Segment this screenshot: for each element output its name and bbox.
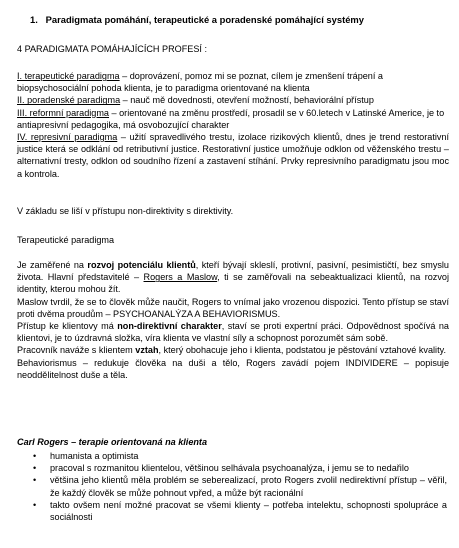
paradigm-item xyxy=(17,131,449,180)
paradigm-name: III. reformní paradigma xyxy=(17,107,109,118)
paradigm-text: – užití spravedlivého trestu, izolace rizikových klientů, dnes je trend restorativní justice která se odklání od retributivní justice. Restorativní justice umožňuje odklon od věženského trestu – alternativní tresty, odklon od soudního řízení a zastavení stíhání. Prvky represivního paradigmatu jsou moc a kontrola. xyxy=(17,132,449,179)
list-item: • většina jeho klientů měla problém se seberealizací, proto Rogers zvolil nedirektivní přístup – věřil, že každý člověk se může pohnout vpřed, a může být racionální xyxy=(33,475,447,498)
paragraph: Behaviorismus – redukuje člověka na duši a tělo, Rogers zavádí pojem INDIVIDERE – popisuje neoddělitelnost duše a těla. xyxy=(17,357,449,380)
paradigm-name: I. terapeutické paradigma xyxy=(17,71,120,81)
paradigm-item xyxy=(17,94,449,106)
paragraph: Přístup ke klientovy má non-direktivní charakter, staví se proti expertní práci. Odpovědnost spočívá na klientovi, je to úzdravná složka, víra klienta ve vlastní síly a schopnost porozumět sám sobě. xyxy=(17,321,449,344)
rogers-title: Carl Rogers – terapie orientovaná na klienta xyxy=(17,437,208,447)
bullet-icon: • xyxy=(33,463,37,474)
therapeutic-subtitle: Terapeutické paradigma xyxy=(17,235,115,245)
paragraph: Pracovník naváže s klientem vztah, který obohacuje jeho i klienta, podstatou je pěstování vztahové kvality. xyxy=(17,345,446,356)
list-item: • pracoval s rozmanitou klientelou, většinou selhávala psychoanalýza, i jemu se to nedařilo xyxy=(33,463,409,474)
paradigm-name: IV. represivní paradigma xyxy=(17,132,118,143)
therapeutic-body xyxy=(17,259,449,381)
list-item: • humanista a optimista xyxy=(33,451,139,461)
paragraph: Je zaměřené na rozvoj potenciálu klientů, kteří bývají skleslí, protivní, pasivní, pesimističtí, bez smyslu života. Hlavní představitelé – Rogers a Maslow, ti se zaměřovali na sebeaktualizaci klientů, na rozvoj identity, kterou mohou žít. xyxy=(17,260,449,295)
paradigm-name: II. poradenské paradigma xyxy=(17,95,121,106)
paradigm-text: – doprovázení, pomoz mi se poznat, cílem je zmenšení trápení a biopsychosociální pohoda klienta, je to paradigma orientované na klienta xyxy=(17,71,383,94)
directivity-note: V základu se liší v přístupu non-direktivity s direktivity. xyxy=(17,206,234,216)
paradigm-list xyxy=(17,70,449,180)
paradigm-text: – orientované na změnu prostředí, prosadil se v 60.letech v Latinské Americe, je to antiapresivní pedagogika, má osvobozující charakter xyxy=(17,107,445,130)
paragraph: Maslow tvrdil, že se to člověk může naučit, Rogers to vnímal jako vrozenou dispozici. Tento přístup se staví proti dvěma proudům – PSYCHOANALÝZA A BEHAVIORISMUS. xyxy=(17,296,449,319)
bullet-icon: • xyxy=(33,499,37,510)
paradigm-item xyxy=(17,70,449,94)
heading-number: 1. xyxy=(30,14,38,25)
intro-title: 4 PARADIGMATA POMÁHAJÍCÍCH PROFESÍ : xyxy=(17,44,207,54)
section-heading xyxy=(30,14,449,26)
bullet-icon: • xyxy=(33,451,37,461)
paradigm-item xyxy=(17,107,449,131)
paradigm-text: – nauč mě dovednosti, otevření možností, behaviorální přístup xyxy=(120,95,374,106)
list-item: • takto ovšem není možné pracovat se všemi klienty – potřeba intelektu, schopnosti spolupráce a sociálnosti xyxy=(33,499,447,523)
heading-text: Paradigmata pomáhání, terapeutické a poradenské pomáhající systémy xyxy=(45,14,364,25)
bullet-icon: • xyxy=(33,475,37,486)
rogers-bullet-list xyxy=(17,450,447,523)
